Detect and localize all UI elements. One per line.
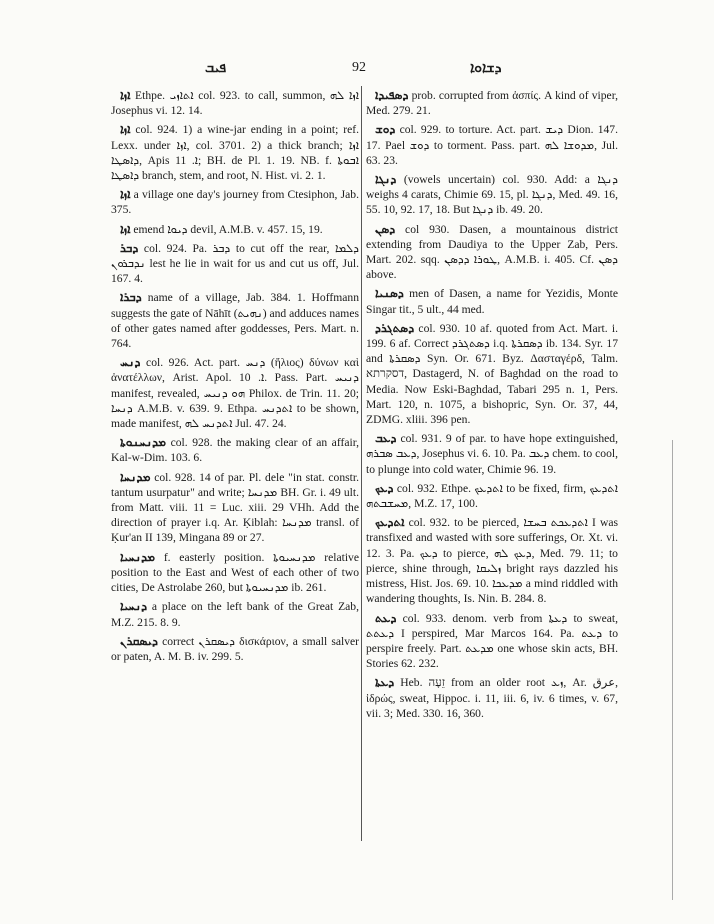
entry-headword: ܐܙܐ <box>120 221 131 236</box>
entry-headword: ܕܣܢ <box>375 221 396 236</box>
entry-headword: ܕܢܓܐ <box>375 172 397 187</box>
margin-line <box>672 440 673 900</box>
dictionary-entry <box>366 515 618 606</box>
entry-headword: ܕܘܫ <box>375 122 396 137</box>
dictionary-entry <box>111 470 359 546</box>
entry-headword: ܕܣܢܝܐ <box>375 286 404 301</box>
entry-text: col. 932. Ethpe. ܐܬܕܥܟ to be fixed, firm, ܐܬܕܥܟ ܡܚܫܒܬܗ, M.Z. 17, 100. <box>366 481 618 511</box>
entry-text: col. 933. denom. verb from ܕܥܬܐ to sweat, ܕܥܬܬ I perspired, Mar Marcos 164. Pa. ܕܥܬ to perspire freely. Part. ܡܕܥܬ one whose skin acts, BH. Stories 62. 232. <box>366 611 618 671</box>
entry-headword: ܕܥܬܐ <box>375 675 395 690</box>
entry-headword: ܐܙܐ <box>120 187 131 202</box>
entry-headword: ܡܕܢܚܢܘܬܐ <box>120 435 167 450</box>
entry-text: col. 924. Pa. ܕܒܪ to cut off the rear, ܕܠܡܐ ܢܕܒܪܘܢ lest he lie in wait for us and cut us off, Jul. 167. 4. <box>111 241 359 286</box>
left-column <box>111 88 359 668</box>
entry-text: Heb. זֵעָה from an older root ܙܥ, Ar. عرق, ἱδρώς, sweat, Hippoc. i. 11, iii. 6, iv. 6 times, v. 67, vii. 3; Med. 330. 16, 360. <box>366 676 619 720</box>
dictionary-entry <box>111 187 359 217</box>
entry-headword: ܕܝܣܩܪܢ <box>120 633 158 648</box>
dictionary-entry <box>111 88 359 118</box>
dictionary-entry <box>366 122 618 168</box>
dictionary-entry <box>111 122 359 183</box>
page-header <box>0 60 714 80</box>
running-head-left: ܦܝܒ <box>205 60 227 76</box>
entry-headword: ܕܢܚ <box>120 355 141 370</box>
dictionary-entry <box>366 675 618 721</box>
column-divider <box>361 86 362 841</box>
entry-text: a place on the left bank of the Great Zab, M.Z. 215. 8. 9. <box>111 600 359 629</box>
entry-headword: ܕܢܚܝܐ <box>120 599 148 614</box>
dictionary-entry <box>366 222 618 283</box>
entry-headword: ܐܙܐ <box>120 88 131 102</box>
dictionary-entry <box>366 431 618 477</box>
entry-text: correct ܕܝܣܩܪܢ δισκάριον, a small salver or paten, A. M. B. iv. 299. 5. <box>111 634 360 663</box>
entry-text: col. 931. 9 of par. to have hope extinguished, ܕܥܒ ܣܒܪܗ, Josephus vi. 6. 10. Pa. ܕܥܒ chem. to cool, to plunge into cold water, Chimie 96. 19. <box>366 432 619 476</box>
entry-text: col. 924. 1) a wine-jar ending in a point; ref. Lexx. under ܐܙܐ, col. 3701. 2) a thick branch; ܐܙܐ ܕܐܣܛܐ, Apis ܐ. 11; BH. de Pl. 1. 19. NB. f. ܐܒܘܬܐ ܕܐܣܛܐ branch, stem, and root, N. Hist. vi. 2. 1. <box>111 123 360 183</box>
entry-text: men of Dasen, a name for Yezidis, Monte Singar tit., 5 ult., 44 med. <box>366 287 619 316</box>
entry-headword: ܕܥܟ <box>375 480 394 495</box>
entry-text: f. easterly position. ܡܕܢܚܝܘܬܐ relative position to the East and West of each other of two cities, De Astrolabe 260, but ܡܕܢܚܝܘܬܐ ib. 261. <box>111 550 359 595</box>
entry-headword: ܕܣܬܓܪܕ <box>375 320 415 335</box>
dictionary-entry <box>111 599 359 629</box>
entry-headword: ܕܣܦܝܕܐ <box>375 88 409 102</box>
dictionary-entry <box>366 172 618 218</box>
entry-headword: ܐܬܕܥܟ <box>375 515 405 530</box>
entry-headword: ܕܥܬ <box>375 610 397 625</box>
entry-text: col. 932. to be pierced, ܐܬܕܥܟܬ ܒܚܫܐ I was transfixed and wasted with sore sufferings, Or. Xt. vi. 12. 3. Pa. ܕܥܟ to pierce, ܕܥܟ ܠܗ, Med. 79. 11; to pierce, shine through, ܙܠܝܩܐ bright rays dazzled his mistress, Hist. Jos. 69. 10. ܡܕܥܟܐ a mind riddled with wandering thoughts, Is. Nin. B. 284. 8. <box>366 516 618 606</box>
entry-text: col. 928. 14 of par. Pl. dele "in stat. constr. tantum usurpatur" and write; ܡܕܢܚܐ BH. Gr. i. 49 ult. from Matt. viii. 11 = Luc. xiii. 29 VHh. Add the direction of prayer i.q. Ar. Ḳiblah: ܡܕܢܚܐ transl. of Ḳur'an II 139, Mingana 89 or 27. <box>111 470 359 545</box>
entry-text: a village one day's journey from Ctesiphon, Jab. 375. <box>111 188 359 217</box>
entry-text: col. 928. the making clear of an affair, Kal-w-Dim. 103. 6. <box>111 436 359 465</box>
dictionary-entry <box>111 241 359 287</box>
entry-headword: ܕܒܪ <box>120 240 139 255</box>
entry-text: name of a village, Jab. 384. 1. Hoffmann suggests the gate of Nāhīt (ܢܗܝܬ) and adduces names of other gates named after goddesses, Pers. Mart. n. 764. <box>111 291 359 351</box>
dictionary-entry <box>366 286 618 316</box>
entry-headword: ܐܙܐ <box>120 122 131 137</box>
running-head-right: ܕܫܐܘܐ <box>470 60 502 76</box>
dictionary-entry <box>111 435 359 465</box>
dictionary-entry <box>366 481 618 511</box>
entry-text: prob. corrupted from ἀσπίς. A kind of viper, Med. 279. 21. <box>366 89 618 118</box>
dictionary-entry <box>366 321 618 427</box>
entry-text: col. 926. Act. part. ܕܢܚ (ἥλιος) δύνων καὶ ἀνατέλλων, Arist. Apol. ܐ. 10. Pass. Part. ܕܢܝܚ manifest, revealed, ܗܘ ܕܢܝܚ Philox. de Trin. 11. 20; ܕܢܚܐ A.M.B. v. 639. 9. Ethpa. ܐܬܕܢܚ to be shown, made manifest, ܐܬܕܢܚ ܠܗ Jul. 47. 24. <box>111 356 359 431</box>
dictionary-entry <box>366 88 618 118</box>
dictionary-entry <box>111 290 359 351</box>
entry-text: (vowels uncertain) col. 930. Add: a ܕܢܓܐ weighs 4 carats, Chimie 69. 15, pl. ܕܢܓܐ, Med. 49. 16, 55. 10, 92. 17, 18. But ܕܢܓܐ ib. 49. 20. <box>366 173 618 217</box>
dictionary-entry <box>111 634 359 664</box>
right-column <box>366 88 618 725</box>
entry-text: col 930. Dasen, a mountainous district extending from Daudiya to the Upper Zab, Pers. Mart. 202. sqq. ܛܘܪܐ ܕܕܣܢ, A.M.B. i. 405. Cf. ܕܣܢ above. <box>366 222 618 282</box>
dictionary-entry <box>111 550 359 596</box>
entry-headword: ܕܒܪܐ <box>120 290 142 305</box>
entry-text: emend ܕܝܘܐ devil, A.M.B. v. 457. 15, 19. <box>133 222 323 236</box>
entry-headword: ܡܕܢܚܝܐ <box>120 549 156 564</box>
dictionary-entry <box>111 222 359 237</box>
dictionary-entry <box>366 611 618 672</box>
entry-text: Ethpe. ܐܬܐܙܝ col. 923. to call, summon, ܐܙܐ ܠܗ Josephus vi. 12. 14. <box>111 89 359 118</box>
dictionary-entry <box>111 355 359 431</box>
entry-headword: ܡܕܢܚܐ <box>120 469 151 484</box>
entry-text: col. 930. 10 af. quoted from Act. Mart. i. 199. 6 af. Correct ܕܣܬܓܪܕ i.q. ܕܣܩܪܬܐ ib. 134. Syr. 17 and ܕܣܩܪܬܐ Syn. Or. 671. Byz. Δασταγέρδ, Talm. דסקרתא, Dastagerd, N. of Baghdad on the road to Media. Now Eski-Baghdad, Tabari 295 n. 1, Pers. Mart. 120, n. 1075, a bishopric, Syn. Or. 37, 44, ZDMG. xliii. 396 pen. <box>366 321 618 427</box>
page-number: 92 <box>352 60 366 75</box>
entry-headword: ܕܥܒ <box>375 431 397 446</box>
entry-text: col. 929. to torture. Act. part. ܕܝܫ Dion. 147. 17. Pael ܕܘܫ to torment. Pass. part. ܡܕܘܫܐ ܠܗ, Jul. 63. 23. <box>366 123 618 167</box>
